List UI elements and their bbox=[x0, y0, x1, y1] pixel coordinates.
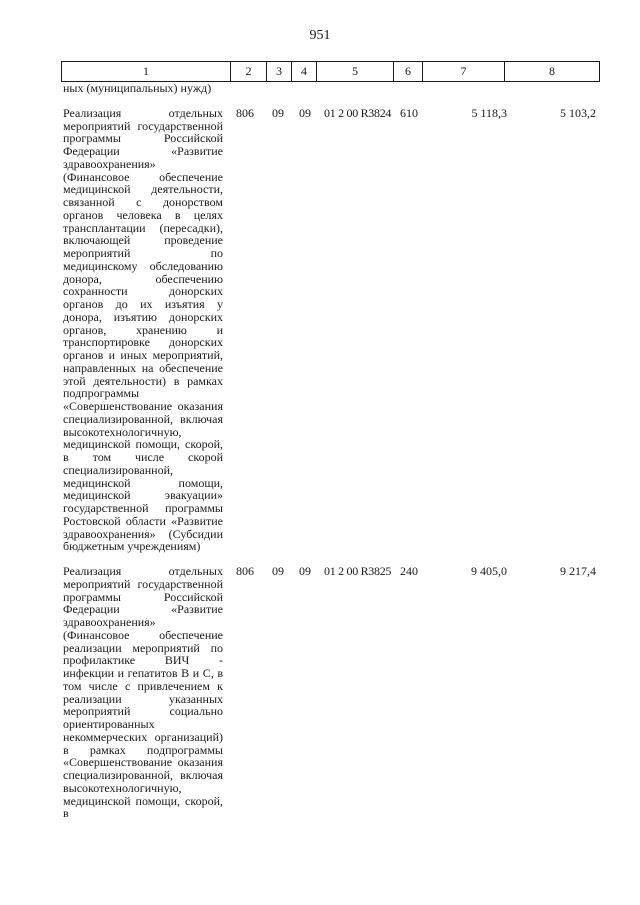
header-col-7: 7 bbox=[423, 62, 505, 82]
header-col-5: 5 bbox=[317, 62, 394, 82]
row-section-code: 09 bbox=[272, 564, 284, 578]
row-target-article: 01 2 00 R3825 bbox=[324, 564, 392, 578]
row-expense-type: 240 bbox=[400, 564, 418, 578]
row-ved-code: 806 bbox=[236, 105, 254, 120]
continued-description: ных (муниципальных) нужд) bbox=[63, 81, 212, 95]
header-col-4: 4 bbox=[292, 62, 317, 82]
row-expense-type: 610 bbox=[400, 105, 418, 120]
header-col-2: 2 bbox=[231, 62, 267, 82]
row-amount-year1: 9 405,0 bbox=[471, 564, 507, 578]
row-subsection-code: 09 bbox=[299, 105, 311, 120]
header-col-6: 6 bbox=[394, 62, 423, 82]
table-body bbox=[61, 82, 599, 820]
row-amount-year2: 5 103,2 bbox=[560, 105, 596, 120]
row-amount-year1: 5 118,3 bbox=[471, 105, 507, 120]
row-ved-code: 806 bbox=[236, 564, 254, 578]
header-col-1: 1 bbox=[62, 62, 231, 82]
table-row-continued bbox=[61, 82, 599, 95]
table-row bbox=[61, 107, 599, 553]
row-description: Реализация отдельных мероприятий государственной программы Российской Федерации «Развитие здравоохранения» (Финансовое обеспечение медицинской деятельности, связанной с донорством органов человека в целях трансплантации (пересадки), включающей проведение мероприятий по медицинскому обследованию донора, обеспечению сохранности донорских органов до их изъятия у донора, изъятию донорских органов, хранению и транспортировке донорских органов и иных мероприятий, направленных на обеспечение этой деятельности) в рамках подпрограммы «Совершенствование оказания специализированной, включая высокотехнологичную, медицинской помощи, скорой, в том числе скорой специализированной, медицинской помощи, медицинской эвакуации» государственной программы Ростовской области «Развитие здравоохранения» (Субсидии бюджетным учреждениям) bbox=[63, 105, 223, 554]
row-section-code: 09 bbox=[272, 105, 284, 120]
row-description: Реализация отдельных мероприятий государственной программы Российской Федерации «Развитие здравоохранения» (Финансовое обеспечение реализации мероприятий по профилактике ВИЧ - инфекции и гепатитов В и С, в том числе с привлечением к реализации указанных мероприятий социально ориентированных некоммерческих организаций) в рамках подпрограммы «Совершенствование оказания специализированной, включая высокотехнологичную, медицинской помощи, скорой, в bbox=[63, 564, 223, 821]
row-subsection-code: 09 bbox=[299, 564, 311, 578]
header-col-3: 3 bbox=[267, 62, 292, 82]
header-col-8: 8 bbox=[505, 62, 600, 82]
page-number: 951 bbox=[309, 28, 331, 43]
table-header bbox=[61, 61, 600, 82]
table-row bbox=[61, 565, 599, 820]
row-amount-year2: 9 217,4 bbox=[560, 564, 596, 578]
row-target-article: 01 2 00 R3824 bbox=[324, 105, 392, 120]
